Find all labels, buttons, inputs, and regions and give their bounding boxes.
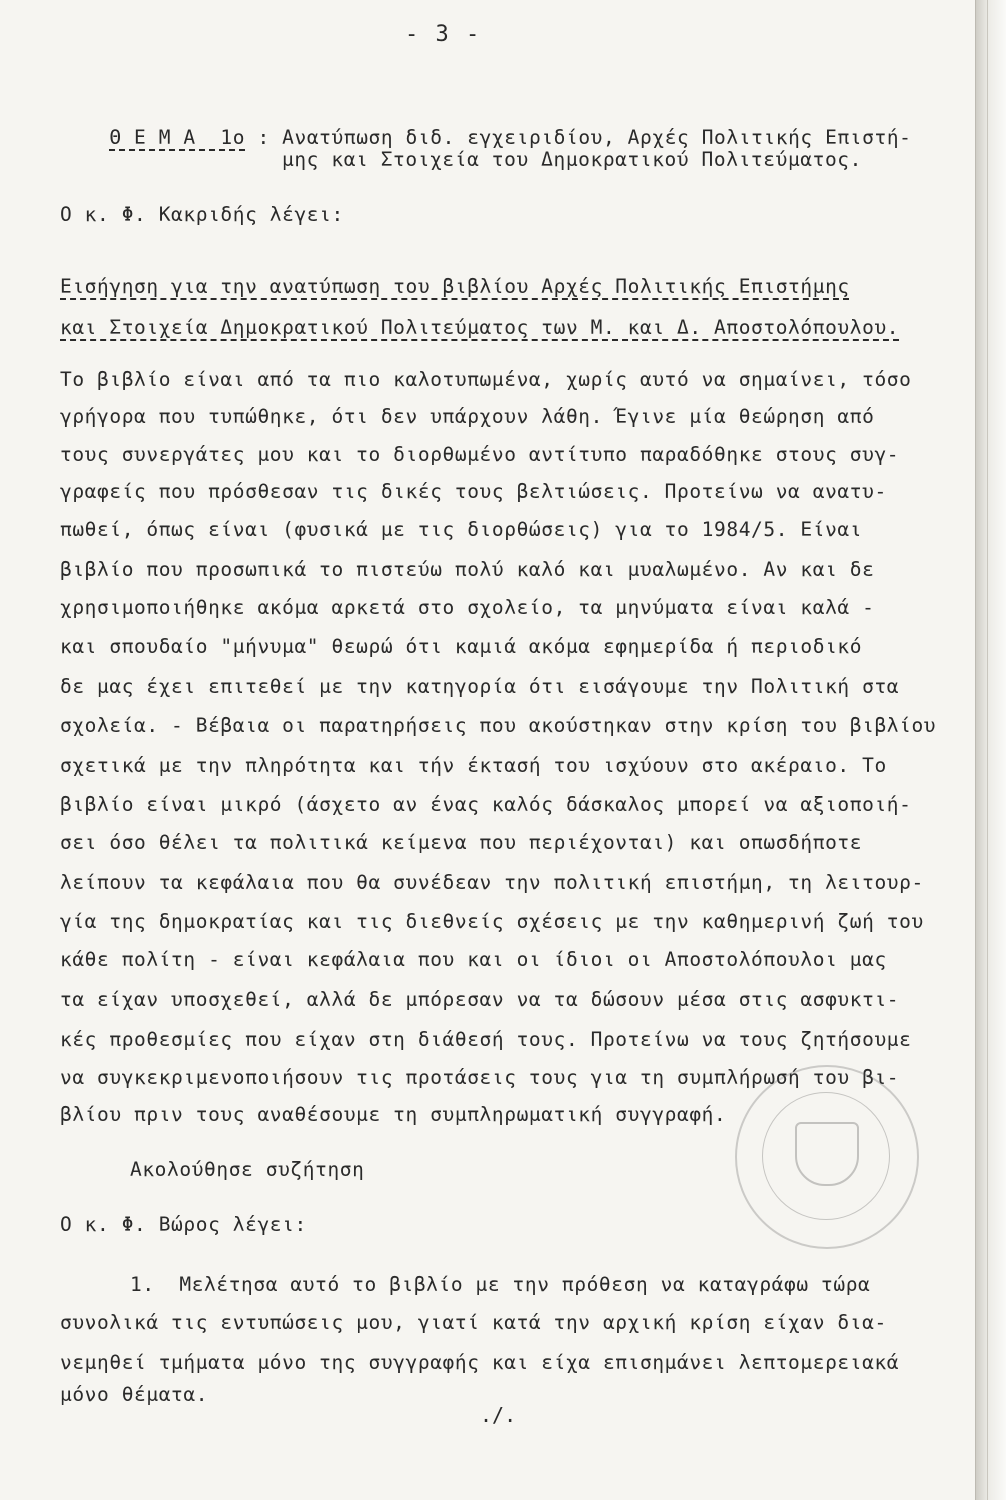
body-line: πωθεί, όπως είναι (φυσικά με τις διορθώσεις) για το 1984/5. Είναι [60, 518, 863, 541]
body-line: χρησιμοποιήθηκε ακόμα αρκετά στο σχολείο, τα μηνύματα είναι καλά - [60, 596, 875, 619]
coat-of-arms-icon [795, 1122, 859, 1186]
discussion-note: Ακολούθησε συζήτηση [130, 1158, 365, 1181]
body-line: Το βιβλίο είναι από τα πιο καλοτυπωμένα, χωρίς αυτό να σημαίνει, τόσο [60, 368, 912, 391]
heading-separator: : [245, 125, 283, 149]
page-edge [975, 0, 1006, 1500]
body-line: γραφείς που πρόσθεσαν τις δικές τους βελτιώσεις. Προτείνω να ανατυ- [60, 480, 887, 503]
body-line: κάθε πολίτη - είναι κεφάλαια που και οι ίδιοι οι Αποστολόπουλοι μας [60, 948, 887, 971]
body-line: να συγκεκριμενοποιήσουν τις προτάσεις τους για τη συμπλήρωσή του βι- [60, 1066, 900, 1089]
heading-label: Θ Ε Μ Α 1ο [109, 125, 246, 149]
body-line: τους συνεργάτες μου και το διορθωμένο αντίτυπο παραδόθηκε στους συγ- [60, 443, 900, 466]
body-line: λείπουν τα κεφάλαια που θα συνέδεαν την πολιτική επιστήμη, τη λειτουρ- [60, 871, 924, 894]
body-line: δε μας έχει επιτεθεί με την κατηγορία ότι εισάγουμε την Πολιτική στα [60, 675, 900, 698]
heading-text-1: Ανατύπωση διδ. εγχειριδίου, Αρχές Πολιτικής Επιστή- [282, 125, 912, 149]
proposal-title-line-2: και Στοιχεία Δημοκρατικού Πολιτεύματος των Μ. και Δ. Αποστολόπουλου. [60, 316, 900, 339]
body-line: βιβλίο που προσωπικά το πιστεύω πολύ καλό και μυαλωμένο. Αν και δε [60, 558, 875, 581]
point-line: συνολικά τις εντυπώσεις μου, γιατί κατά την αρχική κρίση είχαν δια- [60, 1311, 887, 1334]
body-line: σχολεία. - Βέβαια οι παρατηρήσεις που ακούστηκαν στην κρίση του βιβλίου [60, 714, 937, 737]
body-line: γρήγορα που τυπώθηκε, ότι δεν υπάρχουν λάθη. Έγινε μία θεώρηση από [60, 405, 875, 428]
point-line: νεμηθεί τμήματα μόνο της συγγραφής και είχα επισημάνει λεπτομερειακά [60, 1351, 900, 1374]
body-line: κές προθεσμίες που είχαν στη διάθεσή τους. Προτείνω να τους ζητήσουμε [60, 1028, 912, 1051]
page-number: - 3 - [405, 22, 482, 47]
point-line: 1. Μελέτησα αυτό το βιβλίο με την πρόθεση να καταγράφω τώρα [130, 1273, 871, 1296]
body-line: βλίου πριν τους αναθέσουμε τη συμπληρωματική συγγραφή. [60, 1103, 727, 1126]
speaker-kakridis: Ο κ. Φ. Κακριδής λέγει: [60, 203, 344, 226]
speaker-voros: Ο κ. Φ. Βώρος λέγει: [60, 1213, 307, 1236]
point-line: μόνο θέματα. [60, 1383, 209, 1406]
body-line: σει όσο θέλει τα πολιτικά κείμενα που περιέχονται) και οπωσδήποτε [60, 831, 863, 854]
page-edge-line [987, 0, 988, 1500]
body-line: και σπουδαίο "μήνυμα" θεωρώ ότι καμιά ακόμα εφημερίδα ή περιοδικό [60, 635, 863, 658]
body-line: γία της δημοκρατίας και τις διεθνείς σχέσεις με την καθημερινή ζωή του [60, 910, 924, 933]
official-stamp [735, 1065, 919, 1249]
body-line: σχετικά με την πληρότητα και τήν έκτασή του ισχύουν στο ακέραιο. Το [60, 754, 887, 777]
heading-line-2: μης και Στοιχεία του Δημοκρατικού Πολιτεύματος. [282, 148, 862, 171]
body-line: τα είχαν υποσχεθεί, αλλά δε μπόρεσαν να τα δώσουν μέσα στις ασφυκτι- [60, 988, 900, 1011]
proposal-title-line-1: Εισήγηση για την ανατύπωση του βιβλίου Αρχές Πολιτικής Επιστήμης [60, 275, 850, 298]
body-line: βιβλίο είναι μικρό (άσχετο αν ένας καλός δάσκαλος μπορεί να αξιοποιή- [60, 793, 912, 816]
continuation-mark: ./. [480, 1403, 517, 1427]
